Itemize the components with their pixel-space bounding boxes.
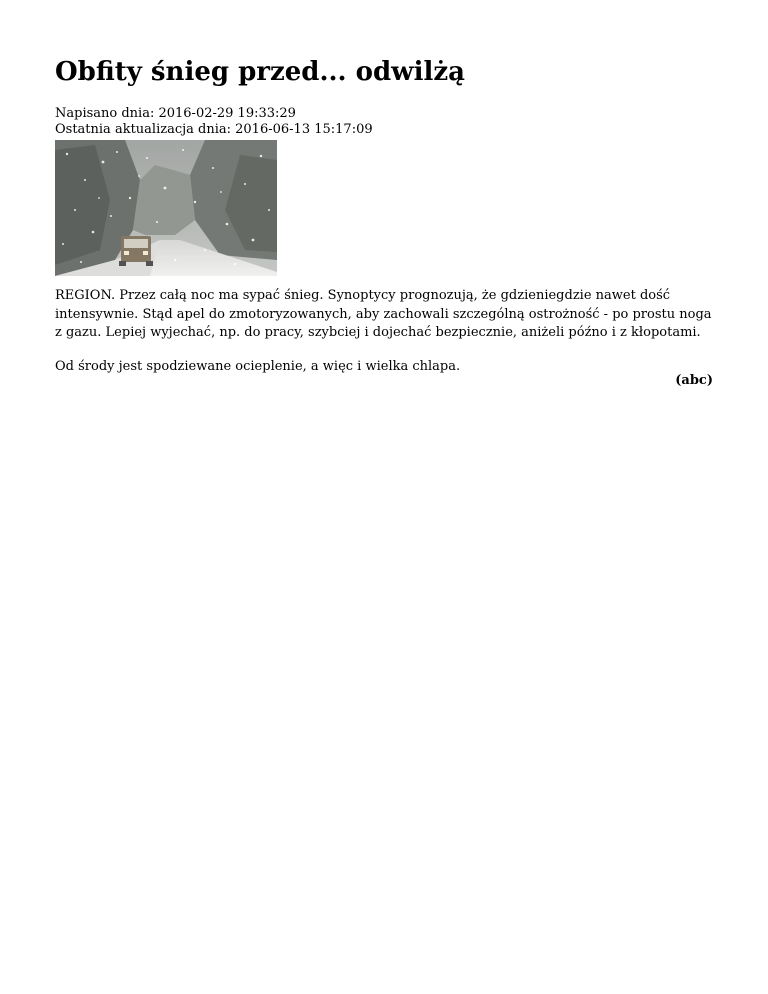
article-paragraph: REGION. Przez całą noc ma sypać śnieg. Synoptycy prognozują, że gdzieniegdzie nawet dość intensywnie. Stąd apel do zmotoryzowanych, aby zachowali szczególną ostrożność - po prostu noga z gazu. Lepiej wyjechać, np. do pracy, szybciej i dojechać bezpiecznie, aniżeli późno i z kłopotami. [55,288,712,340]
article-title: Obfity śnieg przed... odwilżą [55,57,465,87]
article-meta [55,106,373,138]
posted-date: Napisano dnia: 2016-02-29 19:33:29 [55,106,296,121]
author-signature: (abc) [675,373,713,388]
article-body [55,287,713,376]
article-paragraph: Od środy jest spodziewane ocieplenie, a więc i wielka chlapa. [55,358,461,374]
article-photo [55,140,277,276]
updated-date: Ostatnia aktualizacja dnia: 2016-06-13 15:17:09 [55,122,373,137]
